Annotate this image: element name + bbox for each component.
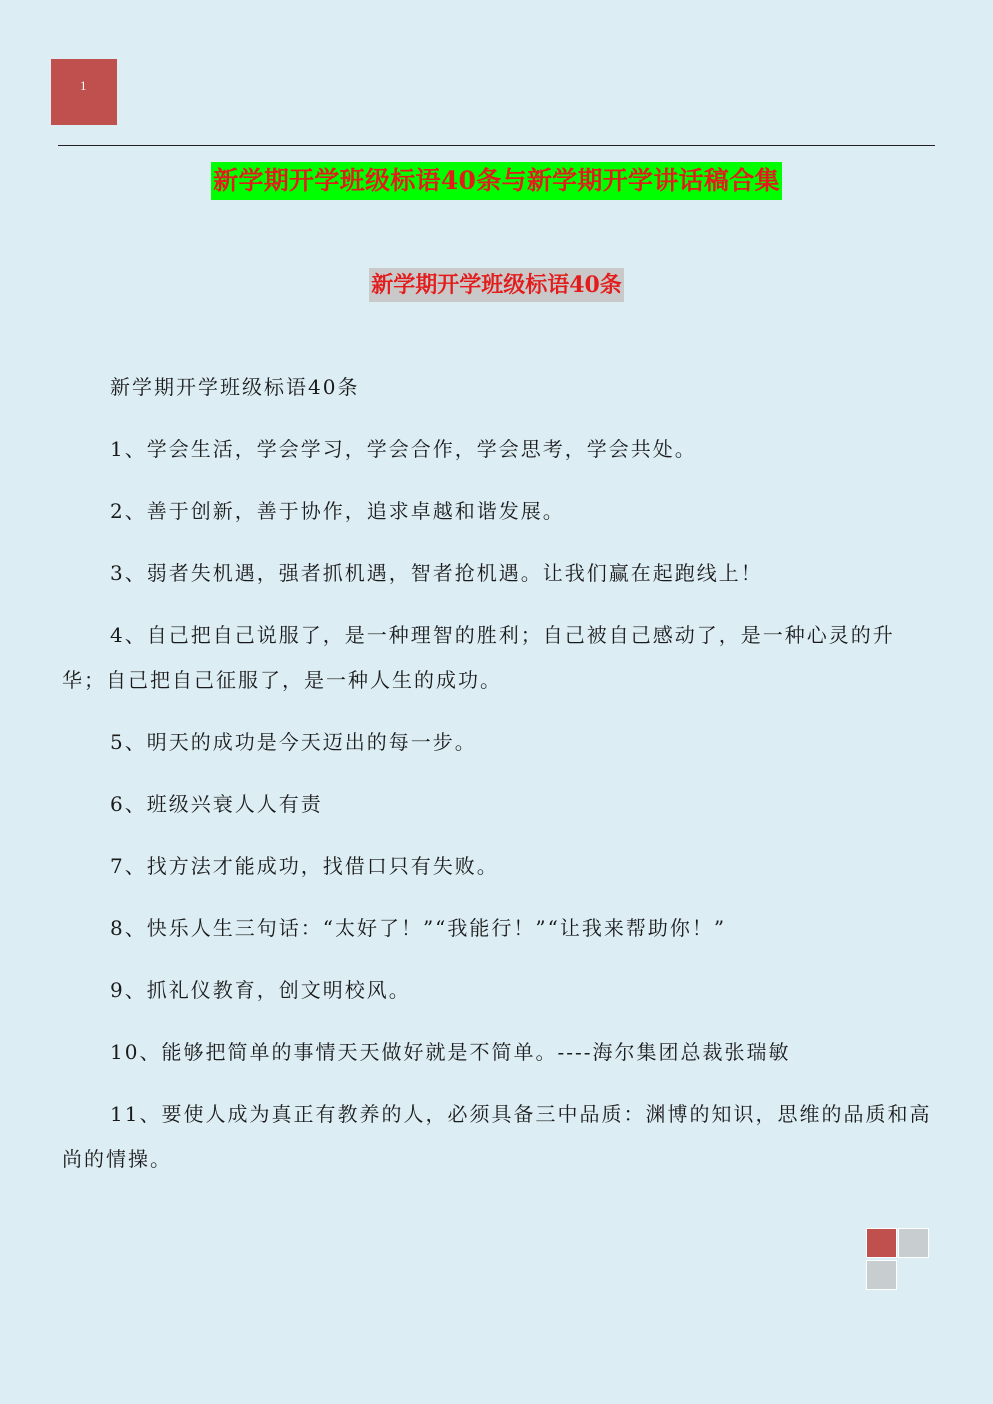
corner-decoration — [866, 1228, 934, 1294]
title-container — [0, 162, 993, 200]
paragraph-slogan-5: 5、明天的成功是今天迈出的每一步。 — [110, 730, 477, 754]
page-number: 1 — [80, 78, 87, 93]
subtitle-container — [0, 268, 993, 302]
document-title: 新学期开学班级标语40条与新学期开学讲话稿合集 — [211, 162, 782, 200]
paragraph-intro: 新学期开学班级标语40条 — [110, 375, 360, 399]
page-number-badge — [51, 59, 117, 125]
paragraph-slogan-2: 2、善于创新，善于协作，追求卓越和谐发展。 — [110, 499, 565, 523]
paragraph-slogan-11: 11、要使人成为真正有教养的人，必须具备三中品质：渊博的知识，思维的品质和高尚的情操。 — [62, 1102, 932, 1171]
section-heading: 新学期开学班级标语40条 — [369, 268, 624, 302]
paragraph-slogan-10: 10、能够把简单的事情天天做好就是不简单。----海尔集团总裁张瑞敏 — [110, 1040, 791, 1064]
paragraph-slogan-6: 6、班级兴衰人人有责 — [110, 792, 323, 816]
paragraph-slogan-8: 8、快乐人生三句话：“太好了！”“我能行！”“让我来帮助你！” — [110, 916, 727, 940]
corner-square-red — [866, 1228, 897, 1258]
header-divider — [58, 145, 935, 146]
document-body — [62, 365, 932, 1199]
corner-square-grey-bottom — [866, 1260, 897, 1290]
paragraph-slogan-4: 4、自己把自己说服了，是一种理智的胜利；自己被自己感动了，是一种心灵的升华；自己把自己征服了，是一种人生的成功。 — [62, 623, 895, 692]
paragraph-slogan-3: 3、弱者失机遇，强者抓机遇，智者抢机遇。让我们赢在起跑线上！ — [110, 561, 763, 585]
paragraph-slogan-9: 9、抓礼仪教育，创文明校风。 — [110, 978, 411, 1002]
corner-square-grey-top — [898, 1228, 929, 1258]
paragraph-slogan-7: 7、找方法才能成功，找借口只有失败。 — [110, 854, 499, 878]
paragraph-slogan-1: 1、学会生活，学会学习，学会合作，学会思考，学会共处。 — [110, 437, 697, 461]
